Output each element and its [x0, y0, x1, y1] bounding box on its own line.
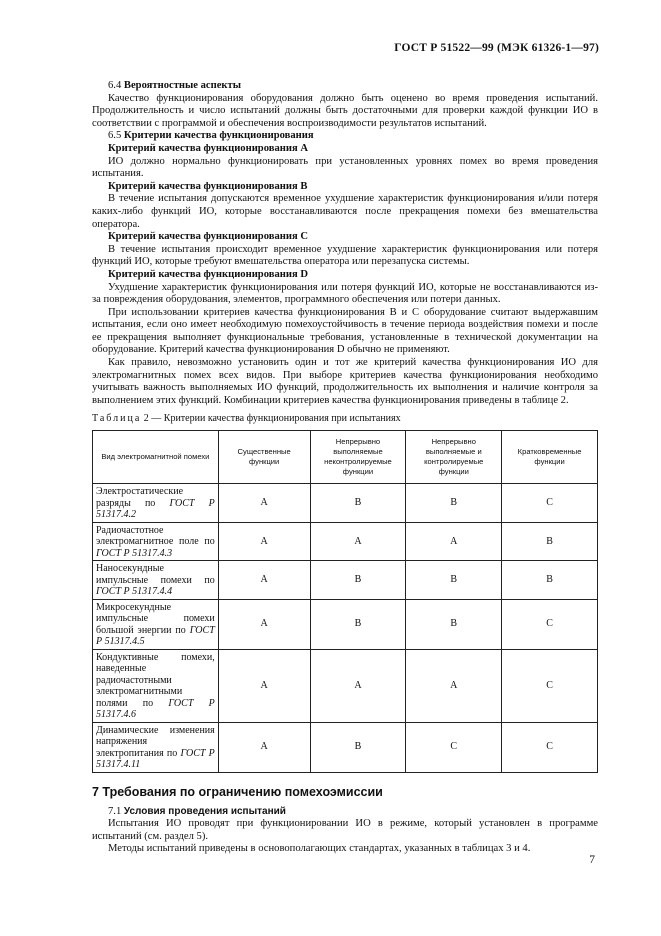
- column-header: Непрерывно выполняемые неконтролируемые функции: [310, 431, 406, 484]
- column-header: Кратковременные функции: [502, 431, 598, 484]
- criterion-cell: В: [406, 484, 502, 523]
- paragraph: Испытания ИО проводят при функционировании ИО в режиме, который установлен в программе испытаний (см. раздел 5).: [92, 818, 598, 842]
- criterion-a-title: Критерий качества функционирования А: [108, 142, 308, 154]
- table-caption: [92, 413, 598, 426]
- table-row: [93, 484, 598, 523]
- criterion-b-text: В течение испытания допускаются временное ухудшение характеристик функционирования и/или потеря каких-либо функций ИО, которые восстанавливаются после прекращения помехи без вмешательства оператора.: [92, 193, 598, 230]
- criterion-cell: А: [218, 649, 310, 722]
- table-row: [93, 722, 598, 772]
- criterion-cell: В: [310, 484, 406, 523]
- table-row: [93, 649, 598, 722]
- disturbance-label: Кондуктивные помехи, наведенные радиочастотными электромагнитными полями по: [96, 651, 215, 709]
- section-7-heading: 7 Требования по ограничению помехоэмиссии: [92, 784, 383, 799]
- criterion-cell: А: [406, 649, 502, 722]
- criterion-c-text: В течение испытания происходит временное ухудшение характеристик функционирования или потеря функций ИО, которые требуют вмешательства оператора или перезапуска системы.: [92, 243, 598, 268]
- standard-ref: ГОСТ Р 51317.4.5: [96, 624, 215, 648]
- criterion-cell: С: [502, 484, 598, 523]
- disturbance-label: Электростатические разряды по: [96, 486, 184, 509]
- table-row: [93, 599, 598, 649]
- disturbance-label: Наносекундные импульсные помехи по: [96, 563, 215, 586]
- criterion-d-title: Критерий качества функционирования D: [108, 268, 308, 280]
- column-header: Существенные функции: [218, 431, 310, 484]
- criterion-cell: А: [218, 484, 310, 523]
- disturbance-cell: [93, 484, 219, 523]
- disturbance-cell: [93, 561, 219, 600]
- table-caption-prefix: Таблица: [92, 413, 142, 425]
- standard-ref: ГОСТ Р 51317.4.3: [96, 547, 173, 559]
- section-6-5-heading: [92, 130, 598, 143]
- disturbance-label: Радиочастотное электромагнитное поле по: [96, 524, 215, 548]
- criterion-a-text: ИО должно нормально функционировать при установленных уровнях помех во время проведения испытания.: [92, 155, 598, 180]
- criterion-cell: С: [406, 722, 502, 772]
- criterion-cell: В: [406, 599, 502, 649]
- section-number: 6.5: [108, 130, 122, 142]
- table-caption-text: 2 — Критерии качества функционирования при испытаниях: [141, 413, 401, 425]
- section-title: Вероятностные аспекты: [123, 80, 242, 91]
- criterion-d-text: Ухудшение характеристик функционирования или потеря функций ИО, которые не восстанавливаются из-за повреждения оборудования, элементов, программного обеспечения или потери данных.: [92, 281, 598, 306]
- page-number: 7: [589, 854, 595, 866]
- disturbance-cell: [93, 649, 219, 722]
- criterion-cell: А: [310, 522, 406, 561]
- disturbance-cell: [93, 522, 219, 561]
- section-6-4-heading: [92, 80, 598, 93]
- paragraph: Качество функционирования оборудования должно быть оценено во время проведения испытаний. Продолжительность и число испытаний должны быть достаточными для проверки каждой функции ИО в соответствии с программой и обеспечения воспроизводимости результатов испытаний.: [92, 92, 598, 129]
- criterion-cell: В: [406, 561, 502, 600]
- criterion-cell: А: [310, 649, 406, 722]
- table-row: [93, 522, 598, 561]
- criteria-table: [92, 430, 598, 773]
- criterion-cell: А: [218, 561, 310, 600]
- criterion-cell: В: [310, 599, 406, 649]
- column-header: Непрерывно выполняемые и контролируемые функции: [406, 431, 502, 484]
- paragraph: Методы испытаний приведены в основополагающих стандартах, указанных в таблицах 3 и 4.: [108, 843, 531, 855]
- disturbance-label: Микросекундные импульсные помехи большой энергии по: [96, 601, 215, 636]
- disturbance-cell: [93, 599, 219, 649]
- criterion-cell: В: [502, 522, 598, 561]
- paragraph: При использовании критериев качества функционирования В и С оборудование считают выдержавшим испытания, если оно имеет необходимую помехоустойчивость в течение периода воздействия помехи и после ее прекращения выполняет функциональные требования, установленные в технической документации на оборудование. Критерий качества функционирования D обычно не применяют.: [92, 306, 598, 356]
- criterion-b-title: Критерий качества функционирования В: [108, 180, 308, 192]
- criterion-cell: В: [310, 561, 406, 600]
- criterion-cell: А: [218, 522, 310, 561]
- criterion-cell: В: [502, 561, 598, 600]
- table-row: [93, 561, 598, 600]
- standard-ref: ГОСТ Р 51317.4.6: [96, 697, 215, 721]
- criterion-cell: С: [502, 599, 598, 649]
- paragraph: Как правило, невозможно установить один и тот же критерий качества функционирования ИО для электромагнитных помех всех видов. При выборе критериев качества функционирования необходимо учитывать важность выполняемых ИО функций, продолжительность их выполнения и наличие контроля за выполнением этих функций. Комбинации критериев качества функционирования приведены в таблице 2.: [92, 357, 598, 406]
- criterion-cell: С: [502, 722, 598, 772]
- standard-ref: ГОСТ Р 51317.4.11: [96, 747, 215, 771]
- disturbance-label: Динамические изменения напряжения электропитания по: [96, 724, 215, 759]
- standard-ref: ГОСТ Р 51317.4.2: [96, 497, 215, 521]
- criterion-cell: С: [502, 649, 598, 722]
- section-number: 6.4: [108, 80, 122, 91]
- table-header-row: [93, 431, 598, 484]
- section-title: Критерии качества функционирования: [123, 130, 314, 142]
- criterion-cell: А: [406, 522, 502, 561]
- disturbance-cell: [93, 722, 219, 772]
- criterion-c-title: Критерий качества функционирования С: [108, 231, 308, 243]
- standard-ref: ГОСТ Р 51317.4.4: [96, 586, 173, 598]
- criterion-cell: В: [310, 722, 406, 772]
- section-title: Условия проведения испытаний: [123, 805, 286, 817]
- page-content: [92, 80, 598, 856]
- section-number: 7.1: [108, 805, 122, 817]
- page-header: ГОСТ Р 51522—99 (МЭК 61326-1—97): [394, 42, 599, 54]
- criterion-cell: А: [218, 722, 310, 772]
- section-7-1-heading: [92, 806, 598, 819]
- criterion-cell: А: [218, 599, 310, 649]
- column-header: Вид электромагнитной помехи: [93, 431, 219, 484]
